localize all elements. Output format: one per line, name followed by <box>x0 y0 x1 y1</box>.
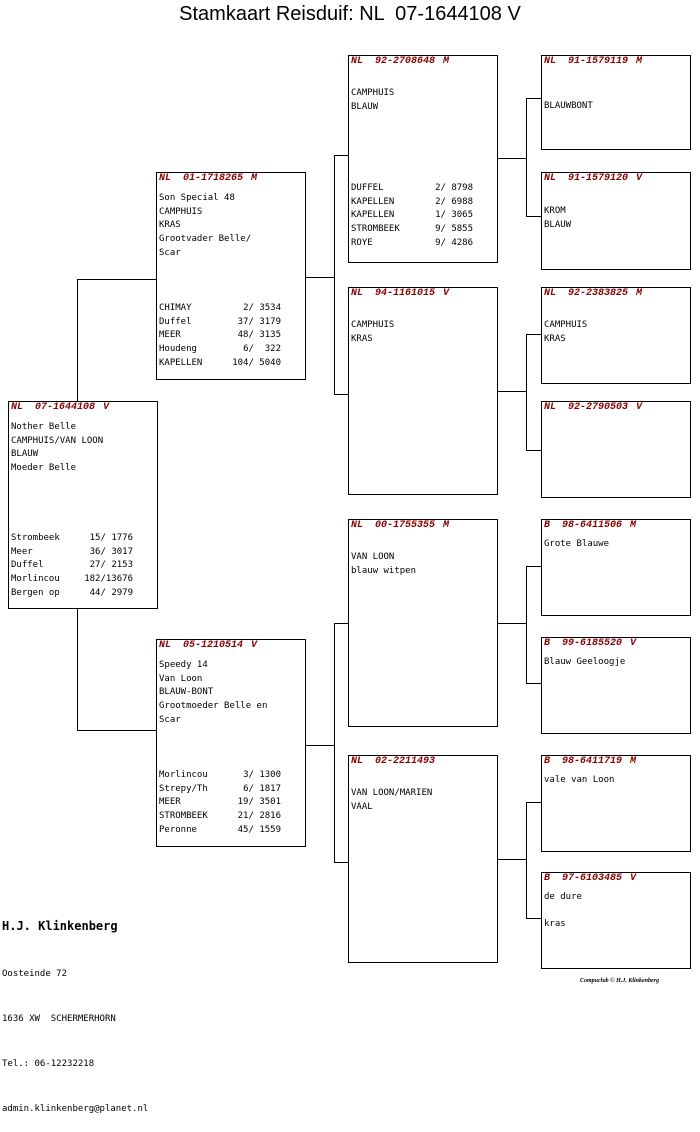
great-grandparent-card[interactable] <box>541 287 691 384</box>
race-result-row <box>351 182 473 196</box>
page-title: Stamkaart Reisduif: NL 07-1644108 V <box>179 3 521 25</box>
ring-number: NL 05-1210514 V <box>159 640 258 651</box>
connector-line <box>77 730 156 731</box>
race-score: 36/ 3017 <box>89 546 133 557</box>
info-line: Scar <box>159 714 181 725</box>
bird-info <box>544 538 609 552</box>
info-line: vale van Loon <box>544 775 615 785</box>
race-location: Strombeek <box>11 533 60 543</box>
race-result-row <box>159 316 281 330</box>
connector-line <box>526 334 541 335</box>
race-location: Morlincou <box>11 574 60 585</box>
connector-line <box>498 623 527 624</box>
bird-info <box>351 787 432 814</box>
race-location: CHIMAY <box>159 303 192 313</box>
race-location: DUFFEL <box>351 183 384 193</box>
info-line: Moeder Belle <box>11 463 77 474</box>
race-location: KAPELLEN <box>351 196 395 207</box>
race-results <box>159 302 281 371</box>
race-score: 1/ 3065 <box>435 210 473 221</box>
race-location: Strepy/Th <box>159 783 208 794</box>
race-score: 45/ 1559 <box>237 824 281 835</box>
ring-number: NL 92-2790503 V <box>544 402 643 413</box>
grandfather-paternal-card[interactable] <box>348 55 498 263</box>
connector-line <box>526 450 541 451</box>
race-result-row <box>159 796 281 810</box>
info-line: KRAS <box>159 220 181 231</box>
info-line: VAAL <box>351 801 373 812</box>
father-card[interactable] <box>156 172 306 380</box>
info-line: VAN LOON <box>351 552 395 562</box>
connector-line <box>334 623 335 863</box>
bird-info <box>544 656 625 670</box>
bird-info <box>351 551 416 578</box>
race-result-row <box>159 824 281 838</box>
footer-credit: Compuclub © H.J. Klinkenberg <box>580 978 659 984</box>
connector-line <box>334 394 348 395</box>
race-location: MEER <box>159 797 181 808</box>
race-result-row <box>159 810 281 824</box>
connector-line <box>306 745 335 746</box>
race-score: 2/ 3534 <box>243 303 281 313</box>
race-score: 9/ 5855 <box>435 224 473 235</box>
ring-number: NL 07-1644108 V <box>11 402 110 413</box>
connector-line <box>334 862 348 863</box>
info-line: Son Special 48 <box>159 193 235 203</box>
ring-number: NL 00-1755355 M <box>351 520 450 531</box>
race-location: Duffel <box>159 316 192 327</box>
race-results <box>351 182 473 251</box>
bird-info <box>544 891 582 932</box>
connector-line <box>526 802 541 803</box>
race-score: 6/ 322 <box>243 344 281 355</box>
owner-address <box>2 888 148 1132</box>
bird-info <box>11 421 103 476</box>
race-location: Duffel <box>11 560 44 571</box>
bird-info <box>159 192 251 261</box>
race-location: Morlincou <box>159 770 208 780</box>
info-line: KRAS <box>351 333 373 344</box>
race-results <box>11 532 133 601</box>
race-result-row <box>11 573 133 587</box>
info-line: Van Loon <box>159 673 203 684</box>
race-location: Meer <box>11 546 33 557</box>
connector-line <box>526 566 527 684</box>
ring-number: NL 94-1161015 V <box>351 288 450 299</box>
connector-line <box>526 802 527 919</box>
info-line: BLAUW-BONT <box>159 687 214 698</box>
race-result-row <box>11 587 133 601</box>
info-line: BLAUW <box>11 449 39 460</box>
race-result-row <box>351 223 473 237</box>
ring-number: NL 92-2383825 M <box>544 288 643 299</box>
connector-line <box>526 98 541 99</box>
info-line: Grootmoeder Belle en <box>159 701 268 712</box>
race-score: 104/ 5040 <box>232 357 281 368</box>
ring-number: B 99-6185520 V <box>544 638 637 649</box>
ring-number: NL 92-2708648 M <box>351 56 450 67</box>
ring-number: NL 91-1579119 M <box>544 56 643 67</box>
race-score: 9/ 4286 <box>435 237 473 248</box>
connector-line <box>498 158 527 159</box>
bird-info <box>544 319 587 346</box>
race-results <box>159 769 281 838</box>
race-location: Peronne <box>159 824 197 835</box>
ring-number: B 98-6411506 M <box>544 520 637 531</box>
race-result-row <box>11 532 133 546</box>
connector-line <box>526 918 541 919</box>
connector-line <box>334 155 348 156</box>
race-score: 15/ 1776 <box>89 533 133 543</box>
ring-number: NL 91-1579120 V <box>544 173 643 184</box>
connector-line <box>77 279 156 280</box>
race-location: Bergen op <box>11 587 60 598</box>
ring-number: B 98-6411719 M <box>544 756 637 767</box>
bird-info <box>351 87 394 114</box>
great-grandparent-card[interactable] <box>541 55 691 150</box>
race-location: ROYE <box>351 237 373 248</box>
bird-info <box>544 100 593 114</box>
connector-line <box>77 279 78 401</box>
info-line: BLAUWBONT <box>544 101 593 111</box>
race-result-row <box>159 769 281 783</box>
race-result-row <box>11 559 133 573</box>
great-grandparent-card[interactable] <box>541 172 691 270</box>
race-score: 48/ 3135 <box>237 330 281 341</box>
race-score: 37/ 3179 <box>237 316 281 327</box>
race-location: Houdeng <box>159 344 197 355</box>
info-line: BLAUW <box>544 219 572 230</box>
ring-number: NL 02-2211493 <box>351 756 436 767</box>
race-score: 19/ 3501 <box>237 797 281 808</box>
info-line: Blauw Geeloogje <box>544 657 626 667</box>
race-score: 6/ 1817 <box>243 783 281 794</box>
connector-line <box>498 391 527 392</box>
info-line: Nother Belle <box>11 422 77 432</box>
race-score: 3/ 1300 <box>243 770 281 780</box>
race-score: 21/ 2816 <box>237 811 281 822</box>
race-score: 44/ 2979 <box>89 587 133 598</box>
info-line: Scar <box>159 247 181 258</box>
race-location: MEER <box>159 330 181 341</box>
great-grandparent-card[interactable] <box>541 519 691 616</box>
connector-line <box>334 155 335 395</box>
info-line: VAN LOON/MARIEN <box>351 788 433 798</box>
bird-info <box>351 319 394 346</box>
race-result-row <box>351 209 473 223</box>
info-line: CAMPHUIS <box>351 320 395 330</box>
connector-line <box>334 623 348 624</box>
race-result-row <box>159 357 281 371</box>
race-result-row <box>159 343 281 357</box>
info-line: kras <box>544 919 566 930</box>
race-location: STROMBEEK <box>351 224 400 235</box>
info-line: Speedy 14 <box>159 660 208 670</box>
bird-info <box>544 774 614 788</box>
info-line: BLAUW <box>351 101 379 112</box>
great-grandparent-card[interactable] <box>541 401 691 498</box>
info-line: CAMPHUIS <box>544 320 588 330</box>
connector-line <box>526 216 541 217</box>
info-line: CAMPHUIS/VAN LOON <box>11 435 104 446</box>
grandfather-maternal-card[interactable] <box>348 519 498 727</box>
race-location: STROMBEEK <box>159 811 208 822</box>
mother-card[interactable] <box>156 639 306 847</box>
info-line: Grote Blauwe <box>544 539 610 549</box>
info-line: KROM <box>544 206 566 216</box>
grandmother-maternal-card[interactable] <box>348 755 498 963</box>
race-location: KAPELLEN <box>159 357 203 368</box>
owner-line: Tel.: 06-12232218 <box>2 1059 95 1069</box>
race-result-row <box>159 329 281 343</box>
subject-card[interactable] <box>8 401 158 609</box>
race-result-row <box>11 546 133 560</box>
info-line: de dure <box>544 892 582 902</box>
owner-name: H.J. Klinkenberg <box>2 919 118 933</box>
owner-line: Oosteinde 72 <box>2 969 68 979</box>
info-line: KRAS <box>544 333 566 344</box>
race-location: KAPELLEN <box>351 210 395 221</box>
race-result-row <box>351 196 473 210</box>
race-score: 2/ 6988 <box>435 196 473 207</box>
info-line <box>544 905 582 919</box>
great-grandparent-card[interactable] <box>541 872 691 969</box>
owner-email[interactable]: admin.klinkenberg@planet.nl <box>2 1104 149 1114</box>
info-line: blauw witpen <box>351 565 417 576</box>
race-result-row <box>351 237 473 251</box>
great-grandparent-card[interactable] <box>541 637 691 734</box>
race-result-row <box>159 783 281 797</box>
bird-info <box>544 205 571 232</box>
connector-line <box>498 859 527 860</box>
connector-line <box>526 334 527 451</box>
race-score: 27/ 2153 <box>89 560 133 571</box>
connector-line <box>77 609 78 731</box>
grandmother-paternal-card[interactable] <box>348 287 498 495</box>
great-grandparent-card[interactable] <box>541 755 691 852</box>
bird-info <box>159 659 267 728</box>
info-line: CAMPHUIS <box>351 88 395 98</box>
info-line: CAMPHUIS <box>159 206 203 217</box>
race-result-row <box>159 302 281 316</box>
race-score: 182/13676 <box>84 574 133 585</box>
connector-line <box>526 566 541 567</box>
owner-line: 1636 XW SCHERMERHORN <box>2 1014 116 1024</box>
ring-number: NL 01-1718265 M <box>159 173 258 184</box>
race-score: 2/ 8798 <box>435 183 473 193</box>
ring-number: B 97-6103485 V <box>544 873 637 884</box>
connector-line <box>306 277 335 278</box>
info-line: Grootvader Belle/ <box>159 234 252 245</box>
connector-line <box>526 98 527 217</box>
connector-line <box>526 683 541 684</box>
